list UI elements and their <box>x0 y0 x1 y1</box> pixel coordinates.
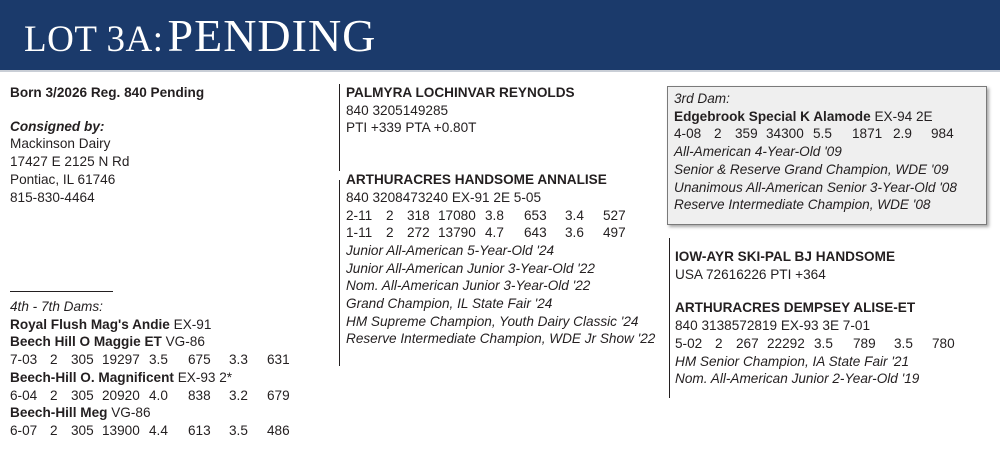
dam-honor: Junior All-American 5-Year-Old '24 <box>346 242 555 258</box>
dam-bracket-line <box>339 180 340 366</box>
third-dam-label: 3rd Dam: <box>674 91 730 106</box>
record-value: 3.5 <box>229 422 248 438</box>
record-value: 305 <box>71 387 94 403</box>
dam-score: EX-93 2* <box>177 369 233 385</box>
second-dam-name: ARTHURACRES DEMPSEY ALISE-ET <box>675 300 916 316</box>
record-value: 3.3 <box>229 352 248 368</box>
dam-entry <box>10 333 330 351</box>
dam-entry <box>10 404 330 422</box>
record-value: 22292 <box>767 335 805 351</box>
second-dam-honor: HM Senior Champion, IA State Fair '21 <box>675 353 910 369</box>
record-value: 13790 <box>438 225 476 241</box>
dam-honor: HM Supreme Champion, Youth Dairy Classic '24 <box>346 313 639 329</box>
record-value: 675 <box>188 352 211 368</box>
record-value: 2-11 <box>346 207 373 223</box>
dam-name: Beech Hill O Maggie ET <box>10 334 162 350</box>
dam-name: Royal Flush Mag's Andie <box>10 316 170 332</box>
consignor-phone: 815-830-4464 <box>10 189 95 205</box>
dam-honor: Reserve Intermediate Champion, WDE Jr Show '22 <box>346 331 656 347</box>
dam-score: VG-86 <box>165 334 205 350</box>
record-value: 4.7 <box>485 225 504 241</box>
record-value: 2.9 <box>893 126 912 142</box>
record-value: 6-07 <box>10 422 38 438</box>
record-value: 272 <box>407 225 430 241</box>
record-value: 318 <box>407 207 430 223</box>
record-value: 2 <box>714 126 722 142</box>
record-value: 17080 <box>438 207 476 223</box>
title-banner <box>0 0 1000 72</box>
record-value: 1871 <box>852 126 883 142</box>
grandparents-section <box>675 248 985 388</box>
third-dam-honor: Unanimous All-American Senior 3-Year-Old '08 <box>674 179 957 195</box>
production-record <box>674 125 984 143</box>
record-value: 497 <box>603 225 626 241</box>
dams-divider <box>10 291 113 292</box>
sire-bracket-line <box>339 84 340 171</box>
consigned-by-label: Consigned by: <box>10 118 105 134</box>
dam-honor: Junior All-American Junior 3-Year-Old '22 <box>346 260 595 276</box>
record-value: 1-11 <box>346 225 373 241</box>
dams-label: 4th - 7th Dams: <box>10 299 103 314</box>
third-dam-honor: All-American 4-Year-Old '09 <box>674 144 842 160</box>
record-value: 359 <box>735 126 758 142</box>
record-value: 631 <box>267 352 290 368</box>
sire-registration: 840 3205149285 <box>346 102 449 118</box>
third-dam-score: EX-94 2E <box>874 108 933 124</box>
sire-name: PALMYRA LOCHINVAR REYNOLDS <box>346 85 575 100</box>
dam-score: VG-86 <box>111 405 151 421</box>
consignor-name: Mackinson Dairy <box>10 136 111 152</box>
record-value: 679 <box>267 387 290 403</box>
record-value: 19297 <box>102 352 140 368</box>
record-value: 789 <box>853 335 876 351</box>
third-dam-honor: Senior & Reserve Grand Champion, WDE '09 <box>674 161 949 177</box>
record-value: 5-02 <box>675 335 703 351</box>
third-dam-name: Edgebrook Special K Alamode <box>674 108 871 124</box>
record-value: 613 <box>188 422 211 438</box>
third-dam-section <box>674 90 984 214</box>
consignor-city: Pontiac, IL 61746 <box>10 171 116 187</box>
birth-registration: Born 3/2026 Reg. 840 Pending <box>10 85 205 100</box>
record-value: 838 <box>188 387 211 403</box>
record-value: 34300 <box>766 126 804 142</box>
record-value: 3.5 <box>894 335 913 351</box>
record-value: 20920 <box>102 387 140 403</box>
dam-score: EX-91 <box>173 316 212 332</box>
consignor-street: 17427 E 2125 N Rd <box>10 154 130 170</box>
maternal-grandsire-registration: USA 72616226 PTI +364 <box>675 266 826 282</box>
record-value: 2 <box>50 387 58 403</box>
production-record <box>346 224 666 242</box>
record-value: 5.5 <box>813 126 832 142</box>
lot-number: LOT 3A: <box>24 19 164 60</box>
maternal-grandsire-name: IOW-AYR SKI-PAL BJ HANDSOME <box>675 249 896 264</box>
dam-registration: 840 3208473240 EX-91 2E 5-05 <box>346 189 542 205</box>
lot-title <box>24 4 376 79</box>
dam-entry <box>10 316 330 334</box>
second-dam-honor: Nom. All-American Junior 2-Year-Old '19 <box>675 371 920 387</box>
production-record <box>10 422 330 440</box>
record-value: 643 <box>524 225 547 241</box>
record-value: 4-08 <box>674 126 702 142</box>
sire-pti: PTI +339 PTA +0.80T <box>346 120 477 136</box>
record-value: 3.5 <box>149 352 168 368</box>
dam-honor: Nom. All-American Junior 3-Year-Old '22 <box>346 278 591 294</box>
record-value: 4.0 <box>149 387 168 403</box>
record-value: 267 <box>736 335 759 351</box>
third-dam-entry <box>674 108 984 126</box>
parents-column <box>346 84 666 348</box>
grandparents-bracket-line <box>669 238 670 398</box>
record-value: 3.2 <box>229 387 248 403</box>
record-value: 780 <box>932 335 955 351</box>
production-record <box>10 351 330 369</box>
dam-name: ARTHURACRES HANDSOME ANNALISE <box>346 172 607 188</box>
extended-dams <box>10 298 330 440</box>
record-value: 2 <box>50 422 58 438</box>
record-value: 3.8 <box>485 207 504 223</box>
record-value: 3.5 <box>814 335 833 351</box>
record-value: 305 <box>71 422 94 438</box>
production-record <box>10 387 330 405</box>
record-value: 3.4 <box>565 207 584 223</box>
dam-entry <box>10 369 330 387</box>
record-value: 6-04 <box>10 387 38 403</box>
record-value: 305 <box>71 352 94 368</box>
consignor-column <box>10 84 330 206</box>
record-value: 7-03 <box>10 352 38 368</box>
record-value: 2 <box>50 352 58 368</box>
second-dam-registration: 840 3138572819 EX-93 3E 7-01 <box>675 318 871 334</box>
third-dam-honor: Reserve Intermediate Champion, WDE '08 <box>674 197 931 213</box>
lot-status: PENDING <box>167 10 377 61</box>
record-value: 984 <box>931 126 954 142</box>
record-value: 486 <box>267 422 290 438</box>
record-value: 3.6 <box>565 225 584 241</box>
record-value: 2 <box>386 225 394 241</box>
production-record <box>675 335 985 353</box>
record-value: 13900 <box>102 422 140 438</box>
record-value: 4.4 <box>149 422 168 438</box>
record-value: 2 <box>386 207 394 223</box>
production-record <box>346 207 666 225</box>
record-value: 527 <box>603 207 626 223</box>
record-value: 2 <box>715 335 723 351</box>
dam-name: Beech-Hill Meg <box>10 405 108 421</box>
record-value: 653 <box>524 207 547 223</box>
dam-name: Beech-Hill O. Magnificent <box>10 369 174 385</box>
dam-honor: Grand Champion, IL State Fair '24 <box>346 296 553 312</box>
